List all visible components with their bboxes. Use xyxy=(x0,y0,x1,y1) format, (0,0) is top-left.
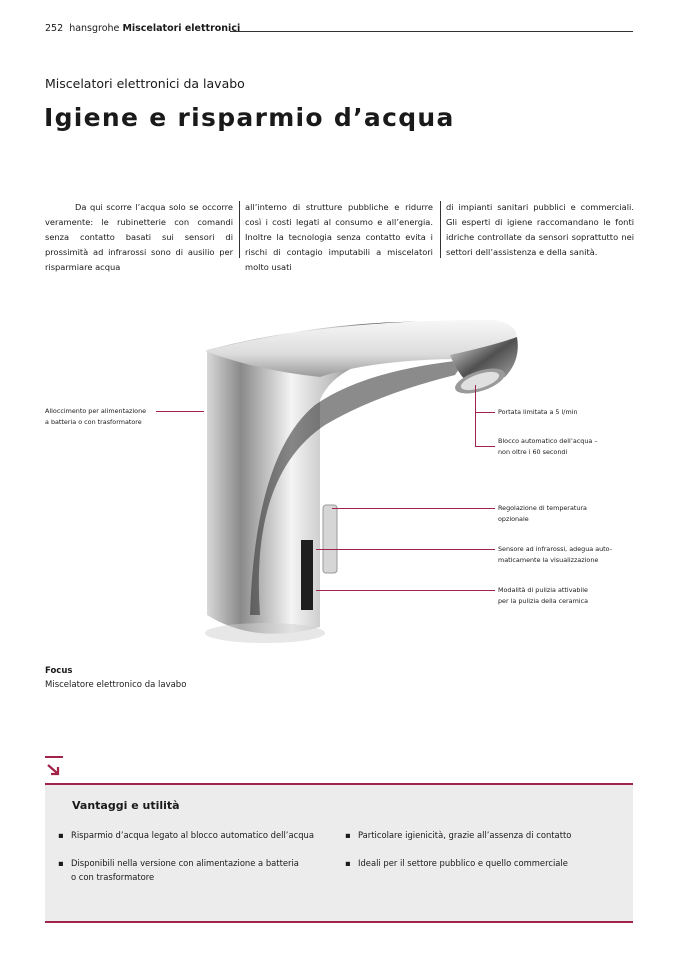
advantage-item: ▪ Particolare igienicità, grazie all’assenza di contatto xyxy=(345,830,572,840)
callout-battery: Alloccimento per alimentazione a batteria o con trasformatore xyxy=(45,407,147,426)
advantages-title: Vantaggi e utilità xyxy=(72,799,180,812)
callout-line xyxy=(316,590,495,591)
advantage-item: ▪ Ideali per il settore pubblico e quello commerciale xyxy=(345,858,568,868)
column-divider xyxy=(440,201,441,258)
bullet-icon: ▪ xyxy=(58,830,64,840)
page-header xyxy=(45,23,240,34)
accent-bar xyxy=(45,756,63,758)
callout-line xyxy=(332,508,495,509)
bullet-icon: ▪ xyxy=(345,830,351,840)
header-rule xyxy=(230,31,633,32)
callout-line xyxy=(316,549,495,550)
callout-line xyxy=(475,446,495,447)
brand-name: hansgrohe xyxy=(69,23,120,34)
advantage-item: ▪ Disponibili nella versione con alimentazione a batteria o con trasformatore xyxy=(58,858,299,882)
arrow-down-right-icon xyxy=(45,763,63,777)
callout-cleaning: Modalità di pulizia attivabile per la pulizia della ceramica xyxy=(498,586,589,605)
callout-temperature: Regolazione di temperatura opzionale xyxy=(498,504,587,523)
callout-flow-rate: Portata limitata a 5 l/min xyxy=(498,408,578,416)
page-number: 252 xyxy=(45,23,64,34)
column-divider xyxy=(239,201,240,258)
bullet-icon: ▪ xyxy=(58,858,64,868)
callout-line xyxy=(475,412,495,413)
section-name: Miscelatori elettronici xyxy=(122,23,241,34)
page-title: Igiene e risparmio d’acqua xyxy=(44,103,455,132)
callout-auto-stop: Blocco automatico dell’acqua – non oltre i 60 secondi xyxy=(498,437,598,456)
callout-line xyxy=(475,385,476,447)
bullet-icon: ▪ xyxy=(345,858,351,868)
caption-subtitle: Miscelatore elettronico da lavabo xyxy=(45,680,187,690)
advantage-item: ▪ Risparmio d’acqua legato al blocco automatico dell’acqua xyxy=(58,830,314,840)
callout-sensor: Sensore ad infrarossi, adegua auto- maticamente la visualizzazione xyxy=(498,545,613,564)
body-column-1: Da qui scorre l’acqua solo se occorre veramente: le rubinetterie con comandi senza contatto basati sui sensori di prossimità ad infrarossi sono di ausilio per risparmiare acqua xyxy=(45,202,233,272)
callout-line xyxy=(156,411,204,412)
page-subtitle: Miscelatori elettronici da lavabo xyxy=(45,76,245,91)
body-column-3: di impianti sanitari pubblici e commerciali. Gli esperti di igiene raccomandano le fonti idriche controllate da sensori soprattutto nei settori dell’assistenza e della sanità. xyxy=(446,202,634,257)
body-column-2: all’interno di strutture pubbliche e ridurre così i costi legati al consumo e all’energia. Inoltre la tecnologia senza contatto evita i rischi di contagio imputabili a miscelatori molto usati xyxy=(245,202,433,272)
faucet-image xyxy=(195,315,525,655)
caption-title: Focus xyxy=(45,666,73,676)
